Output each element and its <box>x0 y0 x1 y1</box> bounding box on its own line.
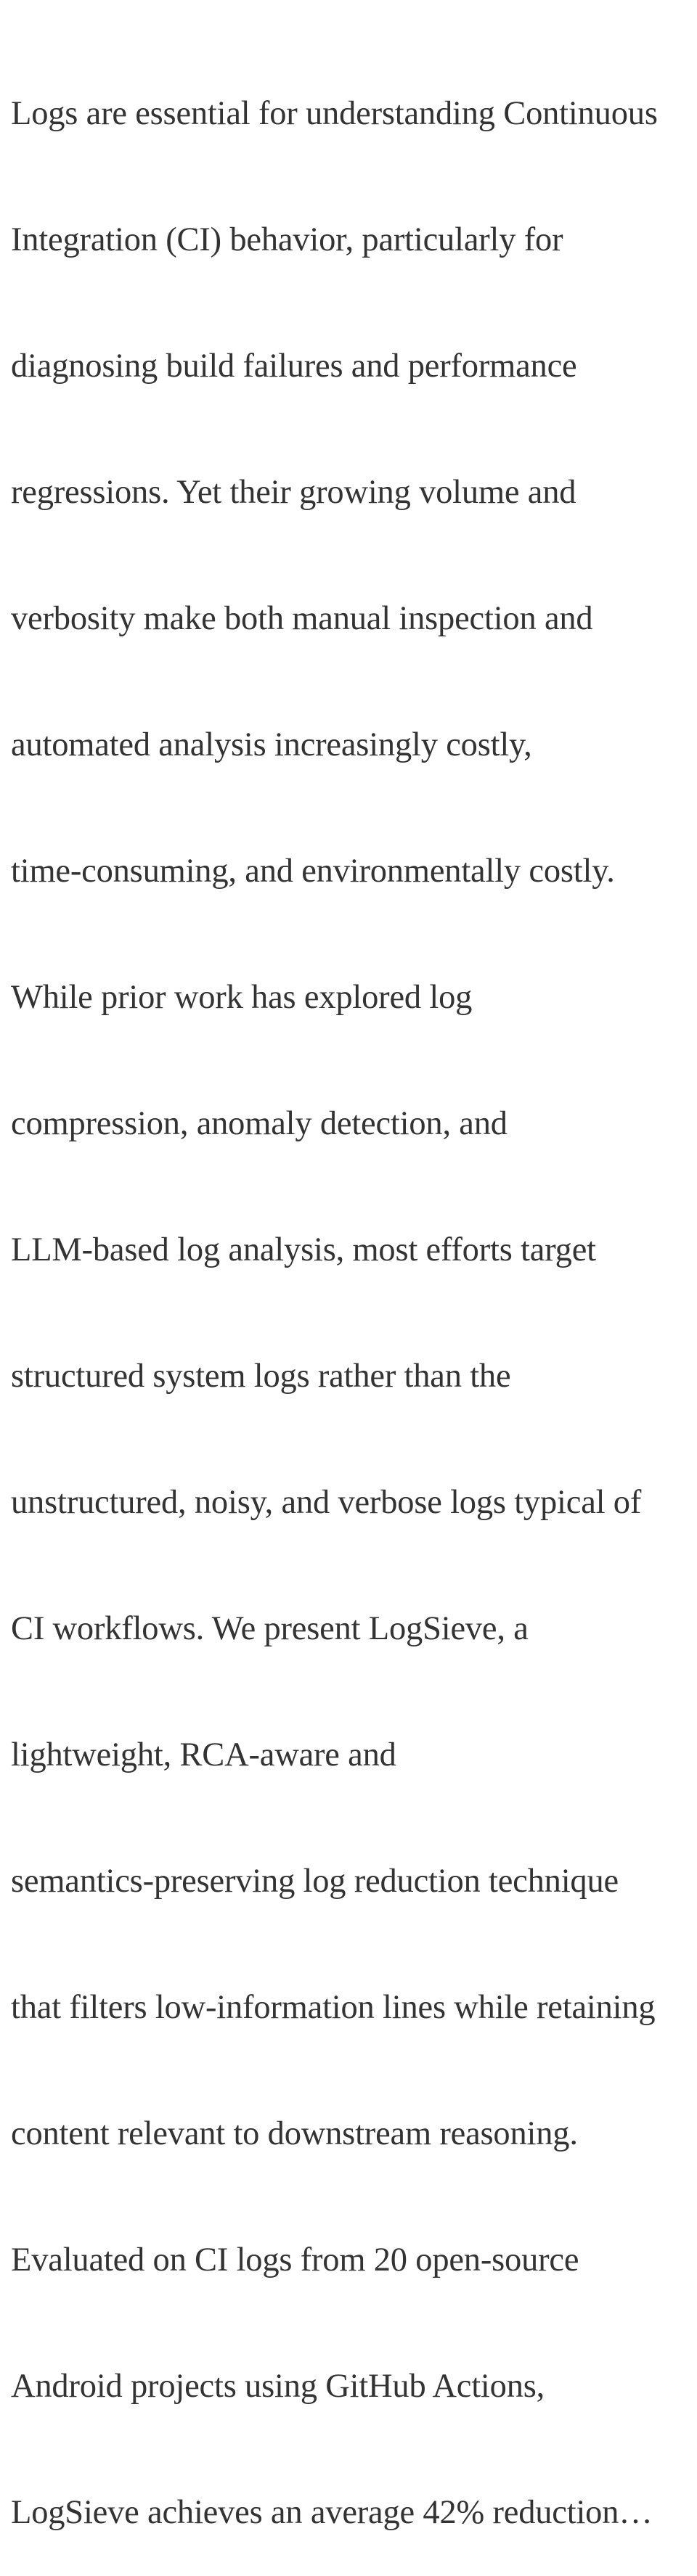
abstract-line: content relevant to downstream reasoning. <box>11 2115 578 2152</box>
abstract-line: Logs are essential for understanding Continuous <box>11 95 658 132</box>
abstract-line: LLM-based log analysis, most efforts target <box>11 1231 596 1268</box>
abstract-line: LogSieve achieves an average 42% reduction… <box>11 2494 653 2531</box>
abstract-line: While prior work has explored log <box>11 979 473 1016</box>
abstract-line: structured system logs rather than the <box>11 1358 511 1395</box>
abstract-line: semantics-preserving log reduction technique <box>11 1863 619 1900</box>
abstract-line: compression, anomaly detection, and <box>11 1105 508 1142</box>
abstract-line: Android projects using GitHub Actions, <box>11 2368 545 2405</box>
abstract-line: CI workflows. We present LogSieve, a <box>11 1610 529 1647</box>
abstract-line: regressions. Yet their growing volume and <box>11 474 576 511</box>
abstract-line: Evaluated on CI logs from 20 open-source <box>11 2241 579 2278</box>
abstract-line: diagnosing build failures and performance <box>11 348 577 385</box>
abstract-line: verbosity make both manual inspection and <box>11 600 593 637</box>
abstract-line: time-consuming, and environmentally costly. <box>11 853 615 890</box>
abstract-line: unstructured, noisy, and verbose logs typical of <box>11 1484 642 1521</box>
abstract-line: automated analysis increasingly costly, <box>11 726 532 763</box>
abstract-line: that filters low-information lines while retaining <box>11 1989 656 2026</box>
abstract-line: lightweight, RCA-aware and <box>11 1736 396 1773</box>
abstract-line: Integration (CI) behavior, particularly for <box>11 221 563 258</box>
abstract-text <box>11 9 693 2576</box>
